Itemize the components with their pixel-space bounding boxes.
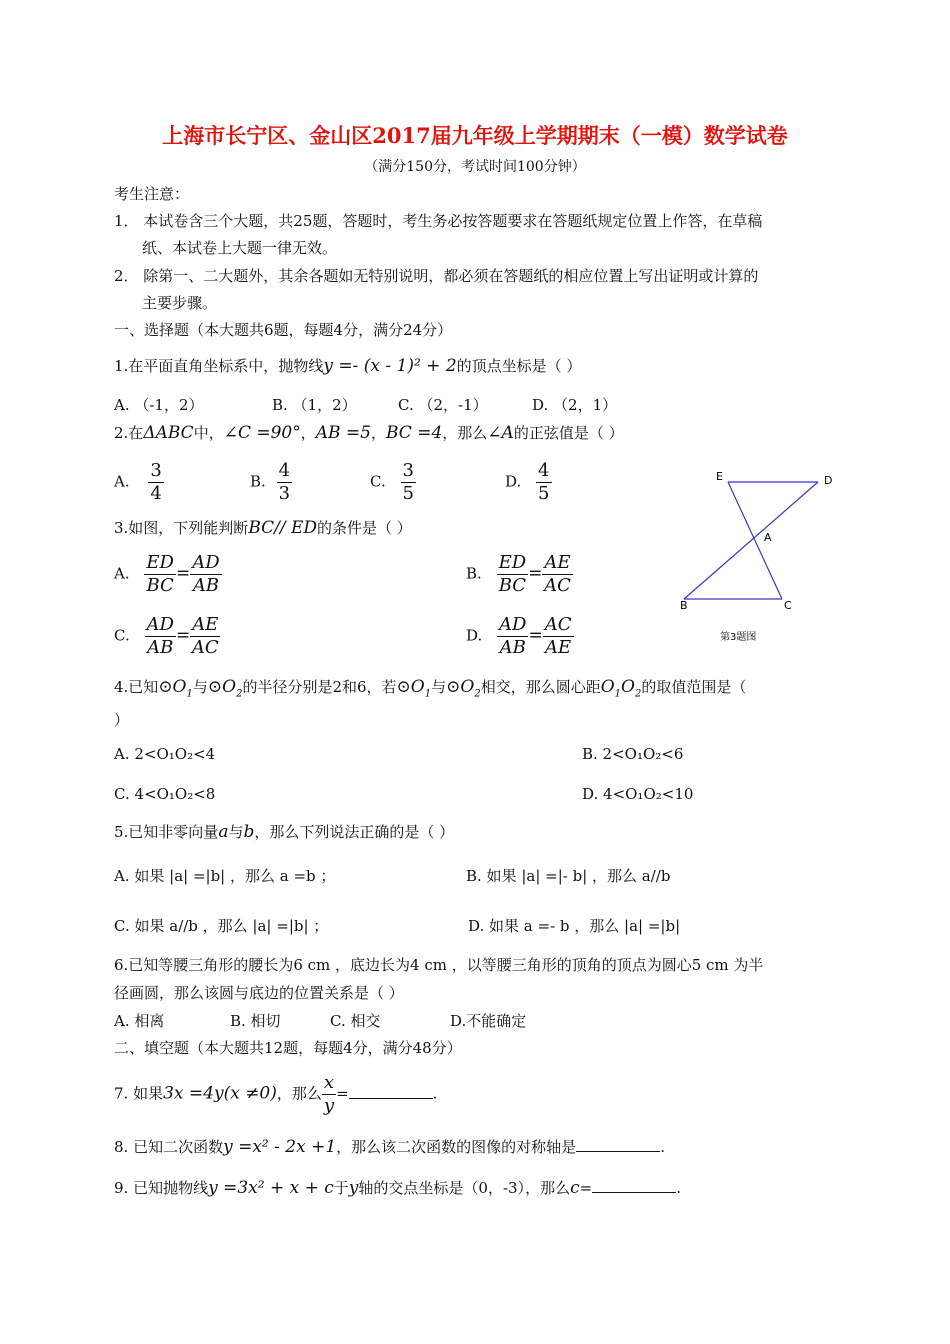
q1-option-b: B. （1，2） (272, 396, 357, 414)
question-7 (114, 1072, 437, 1117)
notice-item-2-line-2: 主要步骤。 (142, 294, 218, 312)
q2-text-1: 中， (193, 424, 224, 442)
q1-option-d: D. （2，1） (532, 396, 618, 414)
q4-circle-o2-b-text: ⊙O (446, 677, 475, 697)
q2-text-3: ， (370, 424, 386, 442)
fraction-denominator: AB (192, 575, 220, 596)
fraction-denominator: AE (545, 637, 572, 658)
q2-option-b-fraction (277, 460, 292, 505)
q2-option-c-fraction (401, 460, 416, 505)
q8-end: . (660, 1138, 665, 1156)
q3-c-fraction-1 (145, 614, 176, 659)
q2-option-d-fraction (536, 460, 551, 505)
section-2-heading: 二、填空题（本大题共12题，每题4分，满分48分） (114, 1039, 462, 1057)
q6-option-d: D.不能确定 (450, 1012, 527, 1030)
q3-b-fraction-2 (542, 552, 572, 597)
q4-text-4: 相交，那么圆心距 (480, 678, 601, 696)
q4-circle-o1-b: $⊙O_1$ (396, 677, 432, 700)
q3-option-b-label: B. (466, 564, 482, 583)
q5-stem-pre: 5.已知非零向量 (114, 823, 219, 841)
fraction-numerator: AE (544, 552, 571, 573)
q4-option-c: C. 4<O₁O₂<8 (114, 785, 216, 803)
q3-option-c (114, 614, 220, 659)
fraction-denominator: BC (498, 575, 527, 596)
question-6-line-1: 6.已知等腰三角形的腰长为6 cm ，底边长为4 cm ，以等腰三角形的顶角的顶点为圆心5 cm 为半 (114, 956, 764, 974)
q2-option-a-label: A. (114, 472, 130, 491)
fraction-denominator: AC (544, 575, 571, 596)
notice-item-1-line-1: 1． 本试卷含三个大题，共25题，答题时，考生务必按答题要求在答题纸规定位置上作答，在草稿 (114, 212, 763, 230)
q4-circle-o1: $⊙O_1$ (158, 677, 193, 700)
q9-text-mid: 于 (333, 1179, 349, 1197)
figure-label-b: B (680, 599, 688, 612)
q2-stem-post: 的正弦值是（ ） (513, 424, 624, 442)
q2-text-4: ，那么 (442, 424, 488, 442)
q7-answer-blank (349, 1084, 433, 1099)
q2-ab: AB =5 (315, 423, 371, 443)
q4-option-d: D. 4<O₁O₂<10 (582, 785, 694, 803)
q2-option-a (114, 460, 164, 505)
figure-caption: 第3题图 (720, 632, 757, 643)
q8-stem-post: ，那么该二次函数的图像的对称轴是 (336, 1138, 577, 1156)
q8-answer-blank (576, 1137, 660, 1152)
fraction-denominator: y (323, 1095, 335, 1116)
figure-label-a: A (764, 531, 772, 544)
q3-option-a (114, 552, 222, 597)
q7-fraction (322, 1072, 336, 1117)
q2-text-2: ， (300, 424, 316, 442)
q6-option-b: B. 相切 (230, 1012, 281, 1030)
fraction-numerator: 4 (538, 460, 550, 481)
fraction-denominator: BC (146, 575, 174, 596)
q2-option-b (250, 460, 292, 505)
q9-stem-pre: 9. 已知抛物线 (114, 1179, 209, 1197)
fraction-numerator: AC (544, 614, 572, 635)
page-title: 上海市长宁区、金山区2017届九年级上学期期末（一模）数学试卷 (162, 123, 788, 148)
fraction-denominator: AB (147, 637, 174, 658)
q9-end: . (676, 1179, 681, 1197)
fraction-denominator: 3 (278, 483, 291, 504)
q4-circle-o2-b: $⊙O_2$ (446, 677, 481, 700)
fraction-numerator: x (323, 1072, 335, 1093)
q2-option-d-label: D. (505, 472, 522, 491)
q5-text-1: 与 (228, 823, 244, 841)
q6-option-a: A. 相离 (114, 1012, 165, 1030)
q1-option-a: A. （-1，2） (114, 396, 204, 414)
q5-option-d: D. 如果 a =- b ，那么 |a| =|b| (468, 917, 681, 935)
q4-text-5: 的取值范围是（ (641, 678, 747, 696)
q3-formula: BC// ED (248, 518, 318, 538)
q4-circle-o2: $⊙O_2$ (207, 677, 243, 700)
q4-text-1: 与 (192, 678, 208, 696)
q3-a-fraction-2 (190, 552, 221, 597)
figure-label-d: D (824, 474, 833, 487)
q3-option-c-label: C. (114, 626, 130, 645)
fraction-numerator: 4 (278, 460, 291, 481)
exam-subtitle: （满分150分，考试时间100分钟） (364, 159, 586, 175)
q3-figure (670, 465, 850, 650)
q9-stem-post: 轴的交点坐标是（0，-3），那么 (358, 1179, 571, 1197)
fraction-numerator: ED (498, 552, 527, 573)
question-3 (114, 518, 412, 538)
q3-d-fraction-2 (543, 614, 574, 659)
q2-angle-c: ∠C =90° (223, 423, 301, 443)
equals-sign: = (528, 625, 543, 646)
q2-option-b-label: B. (250, 472, 266, 491)
q3-d-fraction-1 (497, 614, 528, 659)
notice-heading: 考生注意： (114, 185, 190, 203)
q2-angle-a: ∠A (487, 423, 514, 443)
q3-option-d (466, 614, 574, 659)
fraction-denominator: AC (191, 637, 219, 658)
q2-option-a-fraction (148, 460, 163, 505)
q5-stem-post: ，那么下列说法正确的是（ ） (254, 823, 455, 841)
q3-a-fraction-1 (144, 552, 176, 597)
q7-equals: = (336, 1084, 349, 1103)
notice-item-2-line-1: 2． 除第一、二大题外，其余各题如无特别说明，都必须在答题纸的相应位置上写出证明或计算的 (114, 267, 759, 285)
fraction-numerator: 3 (150, 460, 162, 481)
q8-stem-pre: 8. 已知二次函数 (114, 1138, 224, 1156)
figure-segment-ec (728, 482, 782, 599)
q4-circle-o2-text: ⊙O (207, 677, 237, 697)
figure-segment-db (684, 482, 818, 599)
q7-text-mid: ，那么 (276, 1084, 322, 1103)
fraction-numerator: AD (146, 614, 174, 635)
question-4 (114, 677, 746, 704)
q6-option-c: C. 相交 (330, 1012, 381, 1030)
question-9 (114, 1178, 681, 1198)
q9-c: c (570, 1178, 580, 1198)
q5-option-c: C. 如果 a//b ，那么 |a| =|b| ； (114, 917, 329, 935)
q2-option-c (370, 460, 416, 505)
q7-stem-pre: 7. 如果 (114, 1084, 164, 1103)
notice-item-1-line-2: 纸、本试卷上大题一律无效。 (142, 239, 338, 257)
q4-text-pre: 4.已知 (114, 678, 159, 696)
q3-stem-post: 的条件是（ ） (317, 519, 412, 537)
question-1 (114, 356, 581, 376)
q9-formula: y =3x² + x + c (208, 1178, 334, 1198)
q1-formula: y =- (x - 1)² + 2 (323, 356, 457, 376)
question-2 (114, 423, 624, 443)
q5-option-b: B. 如果 |a| =|- b| ，那么 a//b (466, 867, 671, 885)
q3-stem-pre: 3.如图，下列能判断 (114, 519, 249, 537)
section-1-heading: 一、选择题（本大题共6题，每题4分，满分24分） (114, 321, 453, 339)
equals-sign: = (175, 625, 191, 646)
q2-option-d (505, 460, 552, 505)
q4-distance: $O_1O_2$ (600, 677, 642, 700)
q9-axis-variable: y (348, 1178, 359, 1198)
q4-circle-o1-b-text: ⊙O (396, 677, 425, 697)
figure-label-e: E (716, 470, 723, 483)
q4-circle-o1-text: ⊙O (158, 677, 187, 697)
q2-bc: BC =4 (386, 423, 443, 443)
question-5 (114, 822, 454, 842)
q5-vector-b: b (243, 822, 255, 842)
q3-b-fraction-1 (497, 552, 529, 597)
q2-triangle: ΔABC (143, 423, 194, 443)
q4-distance-o: O (600, 677, 615, 697)
q5-option-a: A. 如果 |a| =|b| ，那么 a =b ； (114, 867, 336, 885)
q3-option-a-label: A. (114, 564, 130, 583)
fraction-denominator: 5 (402, 483, 414, 504)
fraction-numerator: AD (499, 614, 527, 635)
q4-text-3: 与 (431, 678, 447, 696)
question-8 (114, 1137, 665, 1157)
fraction-denominator: AB (499, 637, 526, 658)
q4-line-2: ） (114, 711, 130, 729)
q4-option-b: B. 2<O₁O₂<6 (582, 745, 684, 763)
fraction-numerator: AE (192, 614, 219, 635)
q4-distance-o-2: O (621, 677, 635, 697)
fraction-numerator: ED (146, 552, 174, 573)
equals-sign: = (175, 563, 191, 584)
figure-label-c: C (784, 599, 792, 612)
fraction-numerator: AD (192, 552, 220, 573)
q4-text-2: 的半径分别是2和6，若 (242, 678, 397, 696)
q9-equals: = (579, 1179, 593, 1197)
q3-option-b (466, 552, 573, 597)
q7-formula: 3x =4y(x ≠0) (163, 1083, 277, 1104)
q1-stem-pre: 1.在平面直角坐标系中，抛物线 (114, 357, 324, 375)
q2-stem-pre: 2.在 (114, 424, 144, 442)
q1-stem-post: 的顶点坐标是（ ） (456, 357, 582, 375)
q5-vector-a: a (218, 822, 229, 842)
q9-answer-blank (592, 1178, 676, 1193)
equals-sign: = (528, 563, 543, 584)
q3-c-fraction-2 (190, 614, 220, 659)
q1-option-c: C. （2，-1） (398, 396, 488, 414)
fraction-denominator: 4 (150, 483, 162, 504)
q8-formula: y =x² - 2x +1 (223, 1137, 337, 1157)
q7-end: . (432, 1084, 438, 1103)
q2-option-c-label: C. (370, 472, 386, 491)
question-6-line-2: 径画圆，那么该圆与底边的位置关系是（ ） (114, 984, 404, 1002)
q3-option-d-label: D. (466, 626, 483, 645)
q4-option-a: A. 2<O₁O₂<4 (114, 745, 216, 763)
fraction-numerator: 3 (402, 460, 414, 481)
fraction-denominator: 5 (538, 483, 550, 504)
